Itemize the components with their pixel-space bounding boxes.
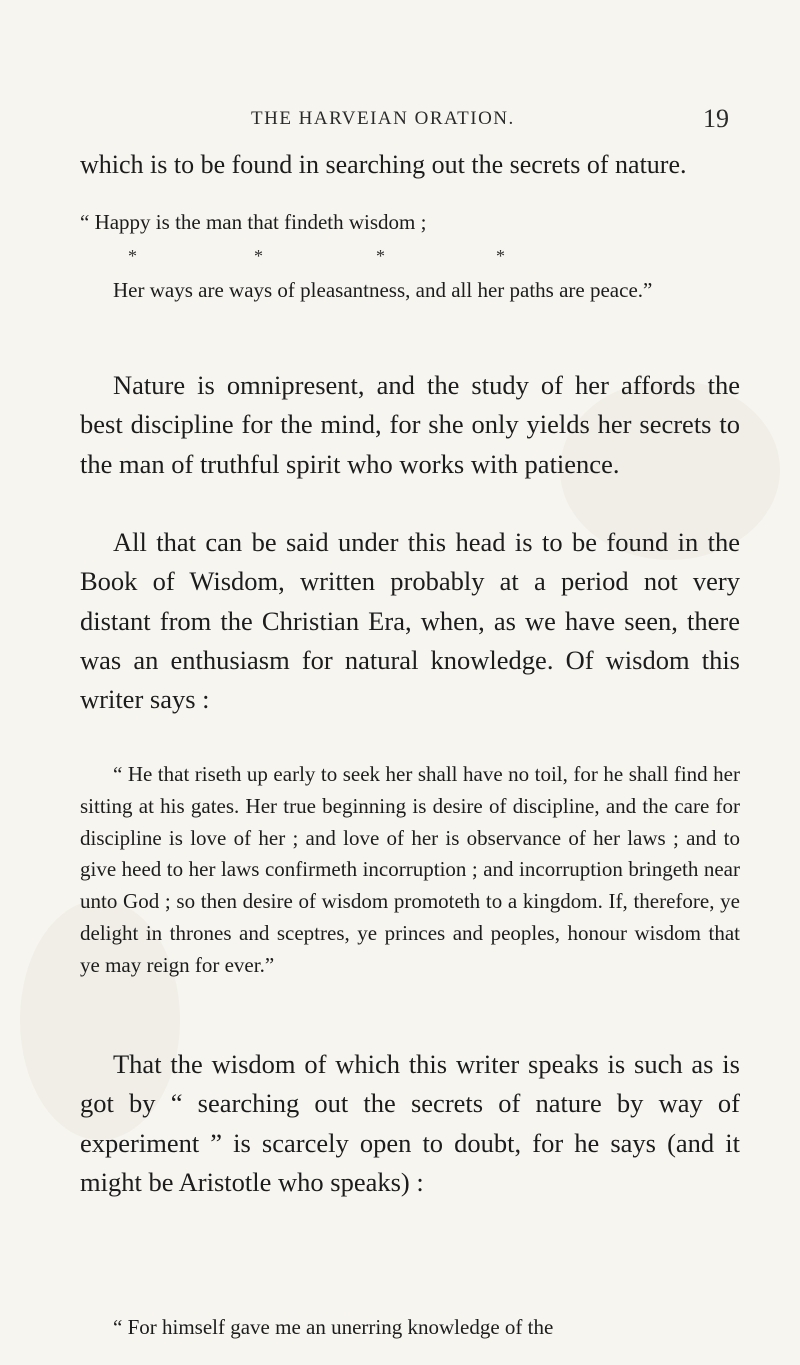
verse-line-1: “ Happy is the man that findeth wisdom ; [80,210,427,234]
star-mark: * [496,246,505,266]
block-quote-start: “ For himself gave me an unerring knowledge of the [113,1315,554,1339]
paragraph-experiment: That the wisdom of which this writer speaks is such as is got by “ searching out the secrets of nature by way of experiment ” is scarcely open to doubt, for he says (and it might be Aristotle who speaks) : [80,1049,740,1197]
page-number: 19 [703,104,729,133]
star-mark: * [254,246,263,266]
ellipsis-stars [128,246,628,270]
star-mark: * [128,246,137,266]
verse-line-2: Her ways are ways of pleasantness, and all her paths are peace.” [113,278,653,302]
page-header [0,104,800,138]
paragraph-nature: Nature is omnipresent, and the study of her affords the best discipline for the mind, for she only yields her secrets to the man of truthful spirit who works with patience. [80,370,740,479]
running-title: THE HARVEIAN ORATION. [251,108,515,129]
star-mark: * [376,246,385,266]
block-quote-wisdom: “ He that riseth up early to seek her shall have no toil, for he shall find her sitting at his gates. Her true beginning is desire of discipline, and the care for discipline is love of her ; and love of her is observance of her laws ; and to give heed to her laws confirmeth incorruption ; and incorruption bringeth near unto God ; so then desire of wisdom promoteth to a kingdom. If, therefore, ye delight in thrones and sceptres, ye princes and peoples, honour wisdom that ye may reign for ever.” [80,762,740,977]
paragraph-book-of-wisdom: All that can be said under this head is to be found in the Book of Wisdom, written probably at a period not very distant from the Christian Era, when, as we have seen, there was an enthusiasm for natural knowledge. Of wisdom this writer says : [80,527,740,715]
paragraph-intro: which is to be found in searching out the secrets of nature. [80,150,687,179]
